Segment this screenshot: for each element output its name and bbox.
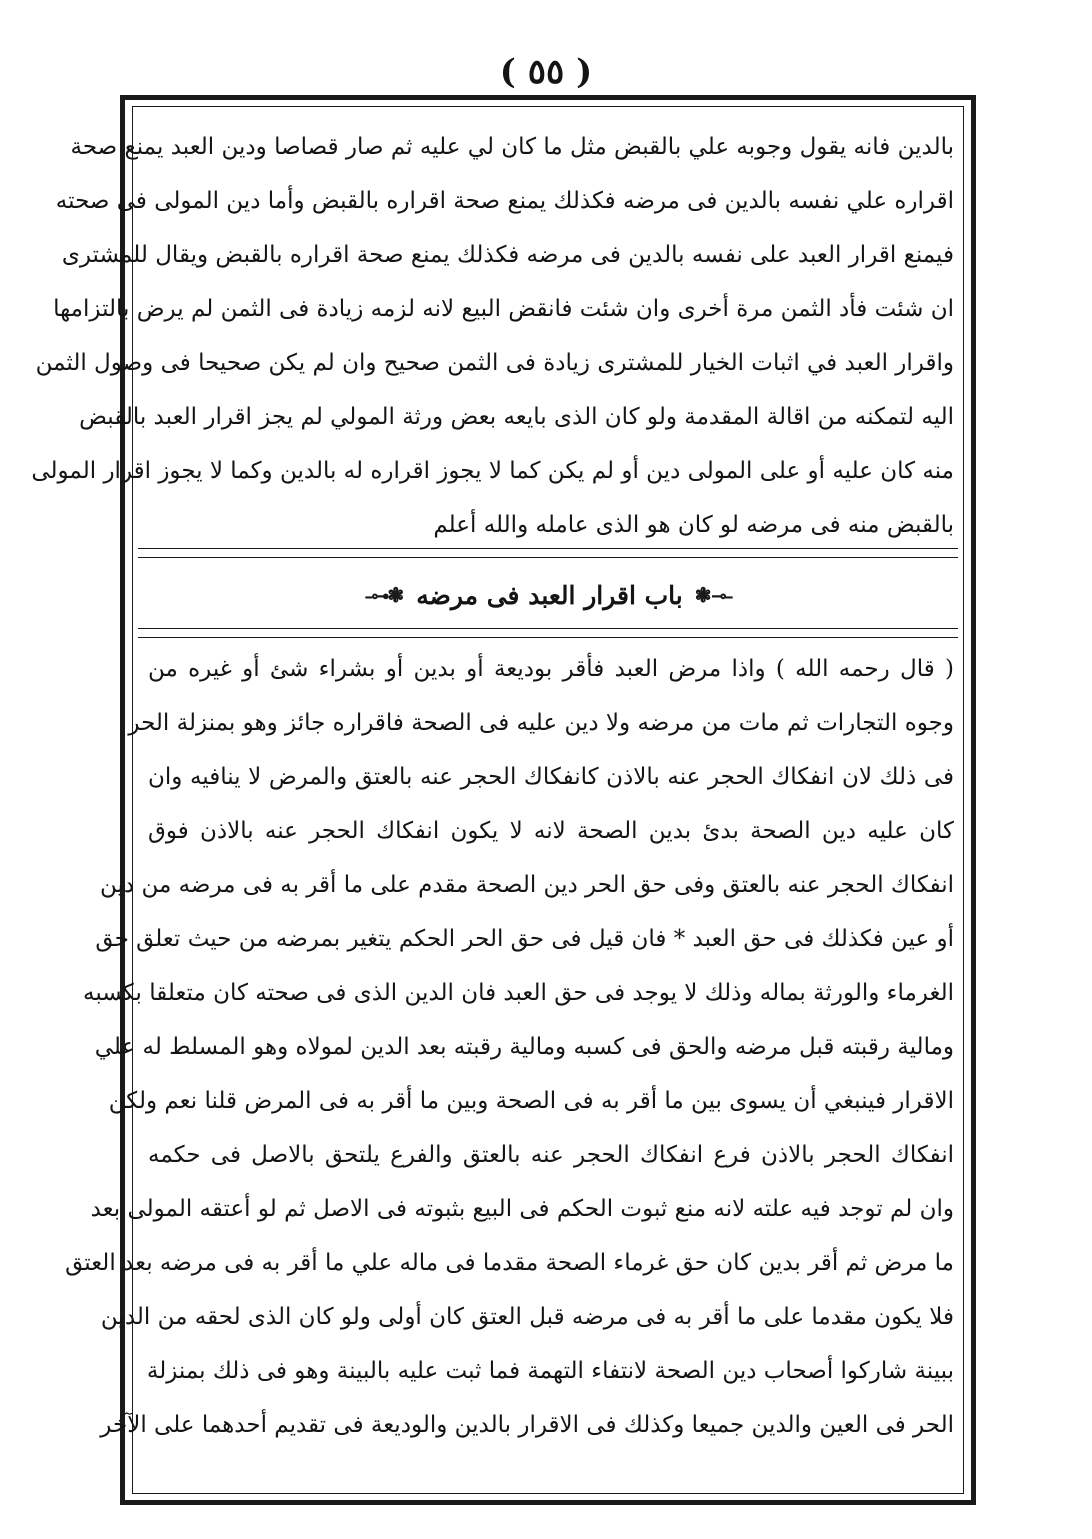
text-line: أو عين فكذلك فى حق العبد * فان قيل فى حق الحر الحكم يتغير بمرضه من حيث تعلق حق xyxy=(95,926,954,952)
text-line: فلا يكون مقدما على ما أقر به فى مرضه قبل العتق كان أولى ولو كان الذى لحقه من الدين xyxy=(100,1304,954,1330)
ornament-right-icon: –⊸❃ xyxy=(694,583,732,607)
chapter-title: باب اقرار العبد فى مرضه xyxy=(416,580,683,610)
text-line: اقراره علي نفسه بالدين فى مرضه فكذلك يمنع صحة اقراره بالقبض وأما دين المولى فى صحته xyxy=(55,188,954,214)
ornament-left-icon: ❃⊷– xyxy=(364,583,405,607)
text-line: ببينة شاركوا أصحاب دين الصحة لانتفاء التهمة فما ثبت عليه بالبينة وهو فى ذلك بمنزلة xyxy=(146,1358,954,1384)
text-line: ان شئت فأد الثمن مرة أخرى وان شئت فانقض البيع لانه لزمه زيادة فى الثمن لم يرض بالتزامها xyxy=(53,296,954,322)
chapter-heading xyxy=(138,572,958,618)
section-divider-bottom-2 xyxy=(138,637,958,638)
text-line: وان لم توجد فيه علته لانه منع ثبوت الحكم فى البيع بثبوته فى الاصل ثم لو أعتقه المولى بعد xyxy=(90,1196,954,1222)
section-divider-top-1 xyxy=(138,548,958,549)
text-line: انفكاك الحجر بالاذن فرع انفكاك الحجر عنه بالعتق والفرع يلتحق بالاصل فى حكمه xyxy=(148,1142,954,1168)
text-line: انفكاك الحجر عنه بالعتق وفى حق الحر دين الصحة مقدم على ما أقر به فى مرضه من دين xyxy=(100,872,954,898)
top-paragraph xyxy=(31,120,954,552)
text-line: فيمنع اقرار العبد على نفسه بالدين فى مرضه فكذلك يمنع صحة اقراره بالقبض ويقال للمشترى xyxy=(61,242,954,268)
text-line: فى ذلك لان انفكاك الحجر عنه بالاذن كانفكاك الحجر عنه بالعتق والمرض لا ينافيه وان xyxy=(148,764,954,790)
text-line: كان عليه دين الصحة بدئ بدين الصحة لانه لا يكون انفكاك الحجر عنه بالاذن فوق xyxy=(148,818,954,844)
text-line: الغرماء والورثة بماله وذلك لا يوجد فى حق العبد فان الدين الذى فى صحته كان متعلقا بكسبه xyxy=(83,980,954,1006)
text-line: ( قال رحمه الله ) واذا مرض العبد فأقر بوديعة أو بدين أو بشراء شئ أو غيره من xyxy=(148,656,954,682)
text-line: منه كان عليه أو على المولى دين أو لم يكن كما لا يجوز اقراره له بالدين وكما لا يجوز اقرار المولى xyxy=(31,458,954,484)
section-divider-top-2 xyxy=(138,557,958,558)
bottom-paragraph xyxy=(65,642,954,1452)
text-line: بالدين فانه يقول وجوبه علي بالقبض مثل ما كان لي عليه ثم صار قصاصا ودين العبد يمنع صحة xyxy=(70,134,954,160)
text-line: واقرار العبد في اثبات الخيار للمشترى زيادة فى الثمن صحيح وان لم يكن صحيحا فى وصول الثمن xyxy=(35,350,954,376)
text-line: بالقبض منه فى مرضه لو كان هو الذى عامله والله أعلم xyxy=(433,512,954,538)
text-line: ما مرض ثم أقر بدين كان حق غرماء الصحة مقدما فى ماله علي ما أقر به فى مرضه بعد العتق xyxy=(65,1250,954,1276)
text-line: الحر فى العين والدين جميعا وكذلك فى الاقرار بالدين والوديعة فى تقديم أحدهما على الآخر xyxy=(100,1412,954,1438)
text-line: الاقرار فينبغي أن يسوى بين ما أقر به فى الصحة وبين ما أقر به فى المرض قلنا نعم ولكن xyxy=(108,1088,954,1114)
text-line: وجوه التجارات ثم مات من مرضه ولا دين عليه فى الصحة فاقراره جائز وهو بمنزلة الحر xyxy=(128,710,954,736)
text-line: اليه لتمكنه من اقالة المقدمة ولو كان الذى بايعه بعض ورثة المولي لم يجز اقرار العبد بالقبض xyxy=(79,404,954,430)
text-line: ومالية رقبته قبل مرضه والحق فى كسبه ومالية رقبته بعد الدين لمولاه وهو المسلط له علي xyxy=(94,1034,954,1060)
section-divider-bottom-1 xyxy=(138,628,958,629)
page-number: ( ٥٥ ) xyxy=(499,52,593,92)
